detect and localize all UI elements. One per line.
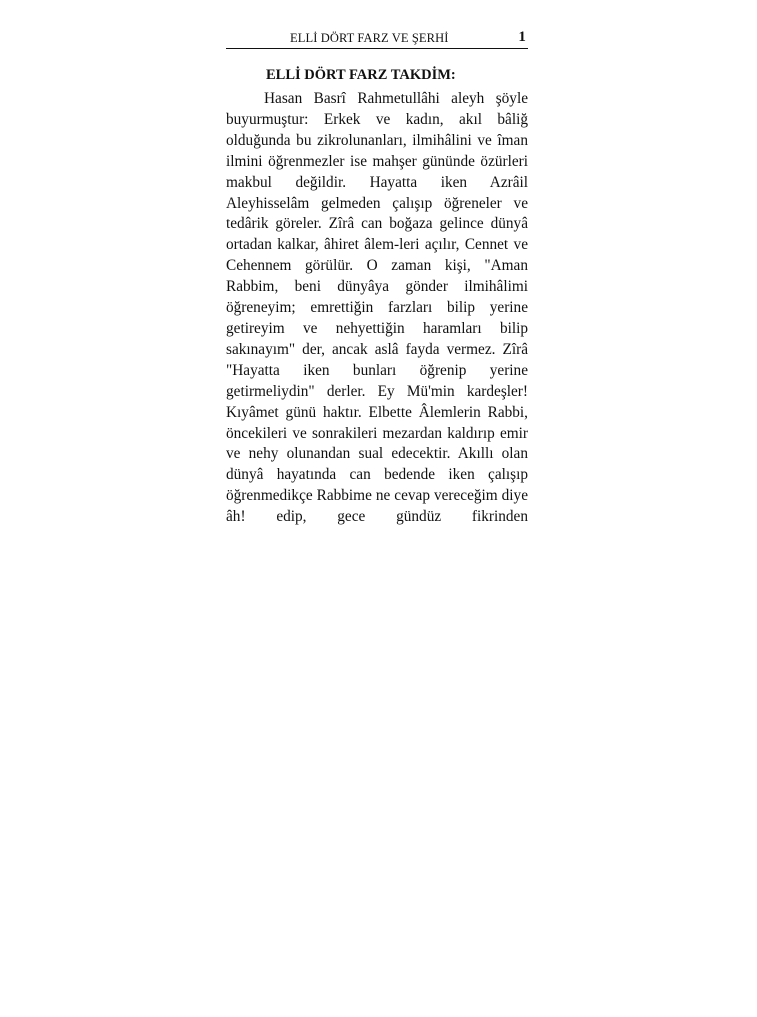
page-number: 1 (518, 29, 526, 45)
running-title: ELLİ DÖRT FARZ VE ŞERHİ (290, 31, 449, 45)
section-title: ELLİ DÖRT FARZ TAKDİM: (266, 67, 456, 83)
book-page (226, 28, 528, 528)
body-paragraph: Hasan Basrî Rahmetullâhi aleyh şöyle buyurmuştur: Erkek ve kadın, akıl bâliğ olduğunda bu zikrolunanları, ilmihâlini ve îman ilmini öğrenmezler ise mahşer gününde özürleri makbul değildir. Hayatta iken Azrâil Aleyhisselâm gelmeden çalışıp öğreneler ve tedârik göreler. Zîrâ can boğaza gelince dünyâ ortadan kalkar, âhiret âlem-leri açılır, Cennet ve Cehennem görülür. O zaman kişi, "Aman Rabbim, beni dünyâya gönder ilmihâlimi öğreneyim; emrettiğin farzları bilip yerine getireyim ve nehyettiğin haramları bilip sakınayım" der, ancak aslâ fayda vermez. Zîrâ "Hayatta iken bunları öğrenip yerine getirmeliydin" derler. Ey Mü'min kardeşler! Kıyâmet günü haktır. Elbette Âlemlerin Rabbi, öncekileri ve sonrakileri mezardan kaldırıp emir ve nehy olunandan sual edecektir. Akıllı olan dünyâ hayatında can bedende iken çalışıp öğrenmedikçe Rabbime ne cevap vereceğim diye âh! edip, gece gündüz fikrinden (226, 90, 528, 526)
running-header (226, 28, 528, 49)
